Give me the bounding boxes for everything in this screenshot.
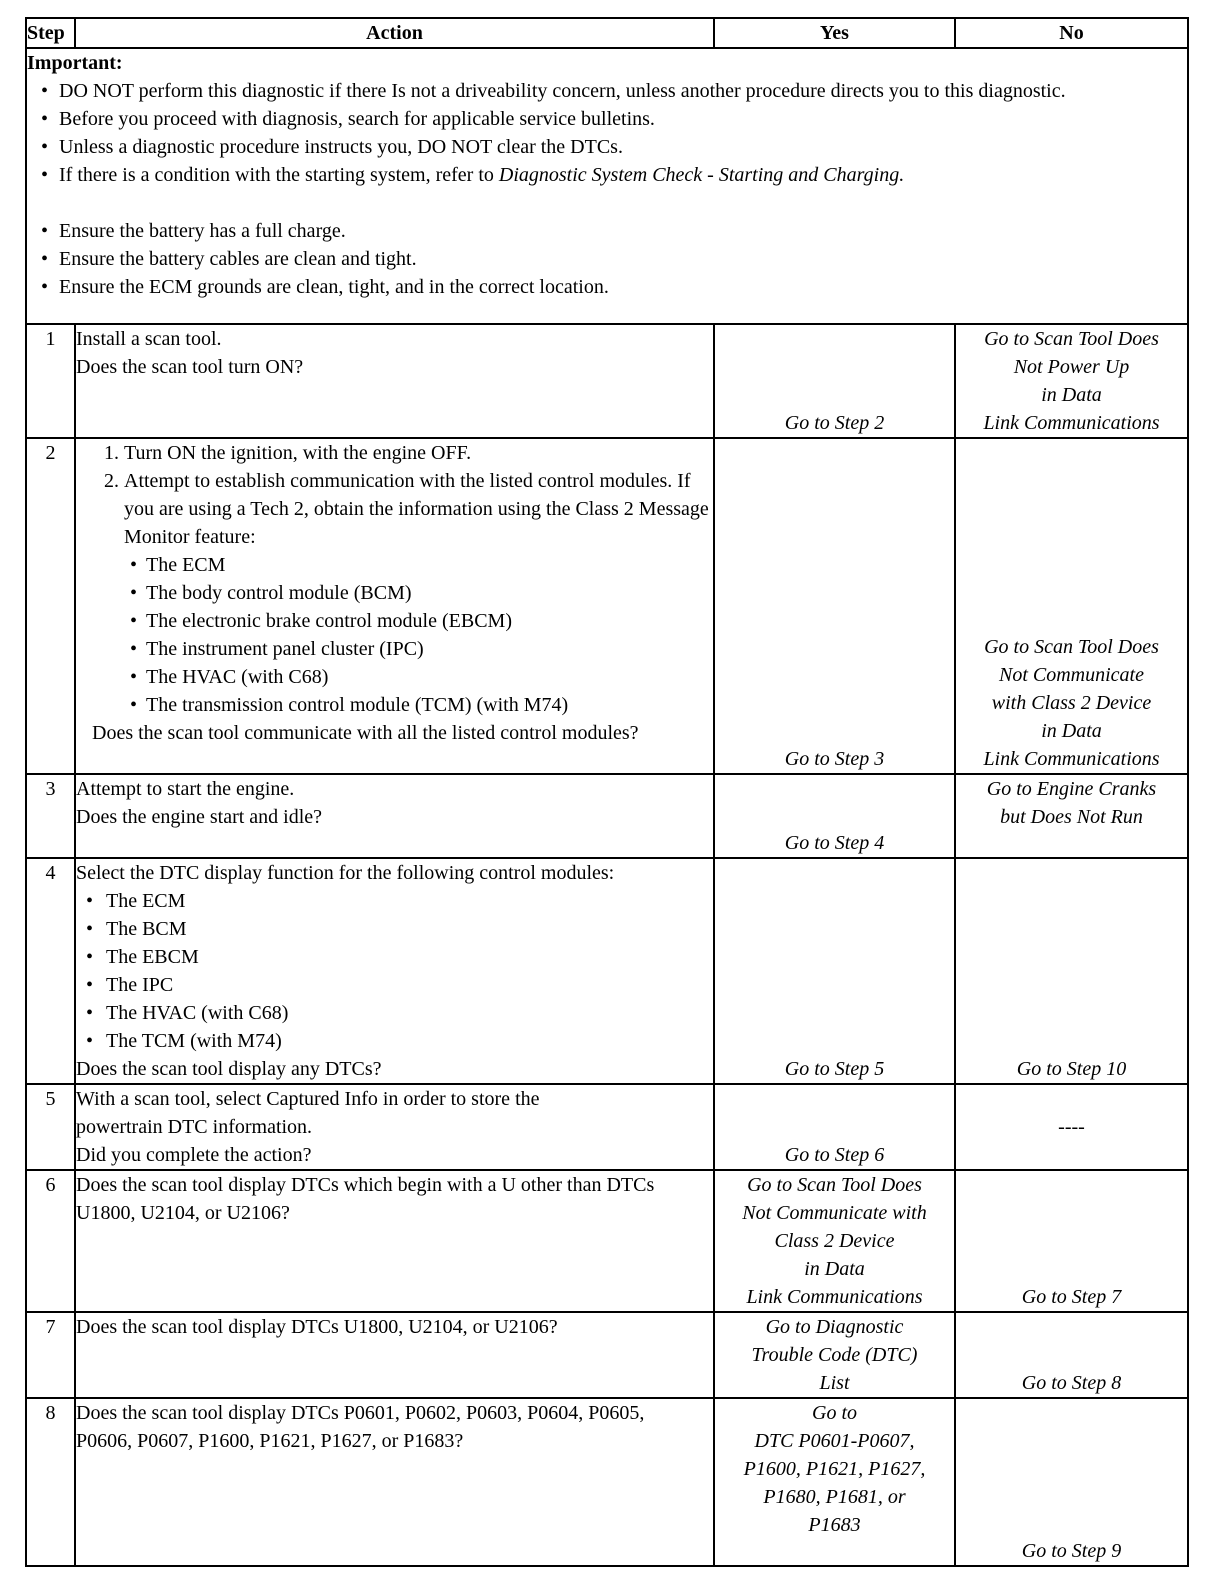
important-item: • Before you proceed with diagnosis, search for applicable service bulletins.	[27, 105, 1187, 133]
list-item: • The IPC	[76, 971, 713, 999]
diagnostic-table	[25, 17, 1189, 1567]
action-text: Select the DTC display function for the following control modules:	[76, 862, 615, 884]
action-cell	[75, 1170, 714, 1312]
no-cell	[955, 1398, 1188, 1566]
step-row-3	[26, 774, 1188, 858]
step-number: 7	[26, 1312, 75, 1398]
list-item: • The transmission control module (TCM) (with M74)	[120, 691, 713, 719]
action-cell	[75, 1398, 714, 1566]
step-row-2	[26, 438, 1188, 774]
module-list	[120, 551, 713, 719]
list-item: • The body control module (BCM)	[120, 579, 713, 607]
step-number: 4	[26, 858, 75, 1084]
action-question: Does the scan tool communicate with all the listed control modules?	[92, 722, 639, 744]
step-number: 5	[26, 1084, 75, 1170]
header-no: No	[955, 18, 1188, 48]
step-row-1	[26, 324, 1188, 438]
important-item: • DO NOT perform this diagnostic if there Is not a driveability concern, unless another procedure directs you to this diagnostic.	[27, 77, 1187, 105]
no-link[interactable]: Go to Step 9	[1021, 1540, 1122, 1562]
no-link[interactable]: Go to Step 7	[1021, 1286, 1122, 1308]
list-item: • The BCM	[76, 915, 713, 943]
list-item: • The instrument panel cluster (IPC)	[120, 635, 713, 663]
yes-link[interactable]: Go to Step 3	[784, 748, 885, 770]
no-value: ----	[1058, 1116, 1085, 1138]
action-text: With a scan tool, select Captured Info in order to store the powertrain DTC information.	[76, 1088, 540, 1138]
numbered-steps	[76, 439, 713, 719]
important-item: • Ensure the battery cables are clean and tight.	[27, 245, 1187, 273]
list-item: • The ECM	[76, 887, 713, 915]
numbered-step: 2. Attempt to establish communication with the listed control modules. If you are using a Tech 2, obtain the information using the Class 2 Message Monitor feature: • The ECM • The body control module (BCM) • The electronic brake control module (EBCM) • The instrument panel cluster (IPC) • The HVAC (with C68) • The transmission control module (TCM) (with M74)	[76, 467, 713, 719]
action-question: Does the scan tool display DTCs which begin with a U other than DTCs U1800, U2104, or U2106?	[76, 1174, 655, 1224]
important-item	[27, 161, 1187, 189]
yes-cell	[714, 1084, 955, 1170]
no-link[interactable]: Go to Scan Tool Does Not Communicate with Class 2 Device in Data Link Communications	[983, 636, 1160, 770]
yes-link[interactable]: Go to Step 2	[784, 412, 885, 434]
important-item: • Unless a diagnostic procedure instructs you, DO NOT clear the DTCs.	[27, 133, 1187, 161]
action-cell	[75, 1312, 714, 1398]
no-cell	[955, 1170, 1188, 1312]
yes-cell	[714, 1312, 955, 1398]
list-item: • The electronic brake control module (EBCM)	[120, 607, 713, 635]
no-cell	[955, 858, 1188, 1084]
yes-link[interactable]: Go to Step 6	[784, 1144, 885, 1166]
yes-link[interactable]: Go to Scan Tool Does Not Communicate with Class 2 Device in Data Link Communications	[742, 1174, 927, 1308]
yes-link[interactable]: Go to Step 4	[784, 832, 885, 854]
yes-link[interactable]: Go to DTC P0601-P0607, P1600, P1621, P1627, P1680, P1681, or P1683	[743, 1402, 926, 1536]
no-link[interactable]: Go to Step 10	[1016, 1058, 1127, 1080]
no-link[interactable]: Go to Step 8	[1021, 1372, 1122, 1394]
action-question: Does the scan tool display DTCs P0601, P0602, P0603, P0604, P0605, P0606, P0607, P1600, P1621, P1627, or P1683?	[76, 1402, 645, 1452]
action-cell	[75, 1084, 714, 1170]
yes-cell	[714, 858, 955, 1084]
no-cell	[955, 438, 1188, 774]
yes-cell	[714, 1398, 955, 1566]
step-number: 6	[26, 1170, 75, 1312]
list-item: • The HVAC (with C68)	[120, 663, 713, 691]
starting-charging-reference[interactable]: Diagnostic System Check - Starting and Charging.	[498, 164, 905, 186]
no-link[interactable]: Go to Scan Tool Does Not Power Up in Data Link Communications	[983, 328, 1160, 434]
list-item: • The ECM	[120, 551, 713, 579]
header-row	[26, 18, 1188, 48]
action-cell	[75, 324, 714, 438]
step-number: 8	[26, 1398, 75, 1566]
yes-link[interactable]: Go to Step 5	[784, 1058, 885, 1080]
step-row-4	[26, 858, 1188, 1084]
action-cell	[75, 438, 714, 774]
action-question: Does the scan tool display any DTCs?	[76, 1058, 382, 1080]
important-title: Important:	[27, 52, 123, 74]
yes-cell	[714, 774, 955, 858]
no-cell	[955, 1084, 1188, 1170]
action-question: Does the scan tool turn ON?	[76, 356, 304, 378]
action-text: Attempt to start the engine.	[76, 778, 295, 800]
yes-cell	[714, 324, 955, 438]
list-item: • The HVAC (with C68)	[76, 999, 713, 1027]
action-cell	[75, 774, 714, 858]
important-row	[26, 48, 1188, 324]
important-box	[26, 48, 1188, 324]
list-item: • The EBCM	[76, 943, 713, 971]
action-question: Does the engine start and idle?	[76, 806, 323, 828]
action-question: Does the scan tool display DTCs U1800, U2104, or U2106?	[76, 1316, 558, 1338]
no-cell	[955, 1312, 1188, 1398]
important-item: • Ensure the battery has a full charge.	[27, 217, 1187, 245]
important-list	[27, 77, 1187, 301]
yes-link[interactable]: Go to Diagnostic Trouble Code (DTC) List	[751, 1316, 918, 1394]
important-item-text: If there is a condition with the starting system, refer to	[59, 164, 499, 186]
action-question: Did you complete the action?	[76, 1144, 312, 1166]
header-step: Step	[26, 18, 75, 48]
numbered-step: 1. Turn ON the ignition, with the engine OFF.	[104, 442, 472, 464]
module-list	[76, 887, 713, 1055]
important-item: • Ensure the ECM grounds are clean, tight, and in the correct location.	[27, 273, 1187, 301]
step-row-5	[26, 1084, 1188, 1170]
step-number: 2	[26, 438, 75, 774]
no-cell	[955, 324, 1188, 438]
step-row-6	[26, 1170, 1188, 1312]
yes-cell	[714, 438, 955, 774]
step-row-8	[26, 1398, 1188, 1566]
action-text: Install a scan tool.	[76, 328, 222, 350]
step-row-7	[26, 1312, 1188, 1398]
step-number: 3	[26, 774, 75, 858]
header-action: Action	[75, 18, 714, 48]
no-cell	[955, 774, 1188, 858]
action-cell	[75, 858, 714, 1084]
list-item: • The TCM (with M74)	[76, 1027, 713, 1055]
yes-cell	[714, 1170, 955, 1312]
no-link[interactable]: Go to Engine Cranks but Does Not Run	[986, 778, 1157, 828]
header-yes: Yes	[714, 18, 955, 48]
step-number: 1	[26, 324, 75, 438]
